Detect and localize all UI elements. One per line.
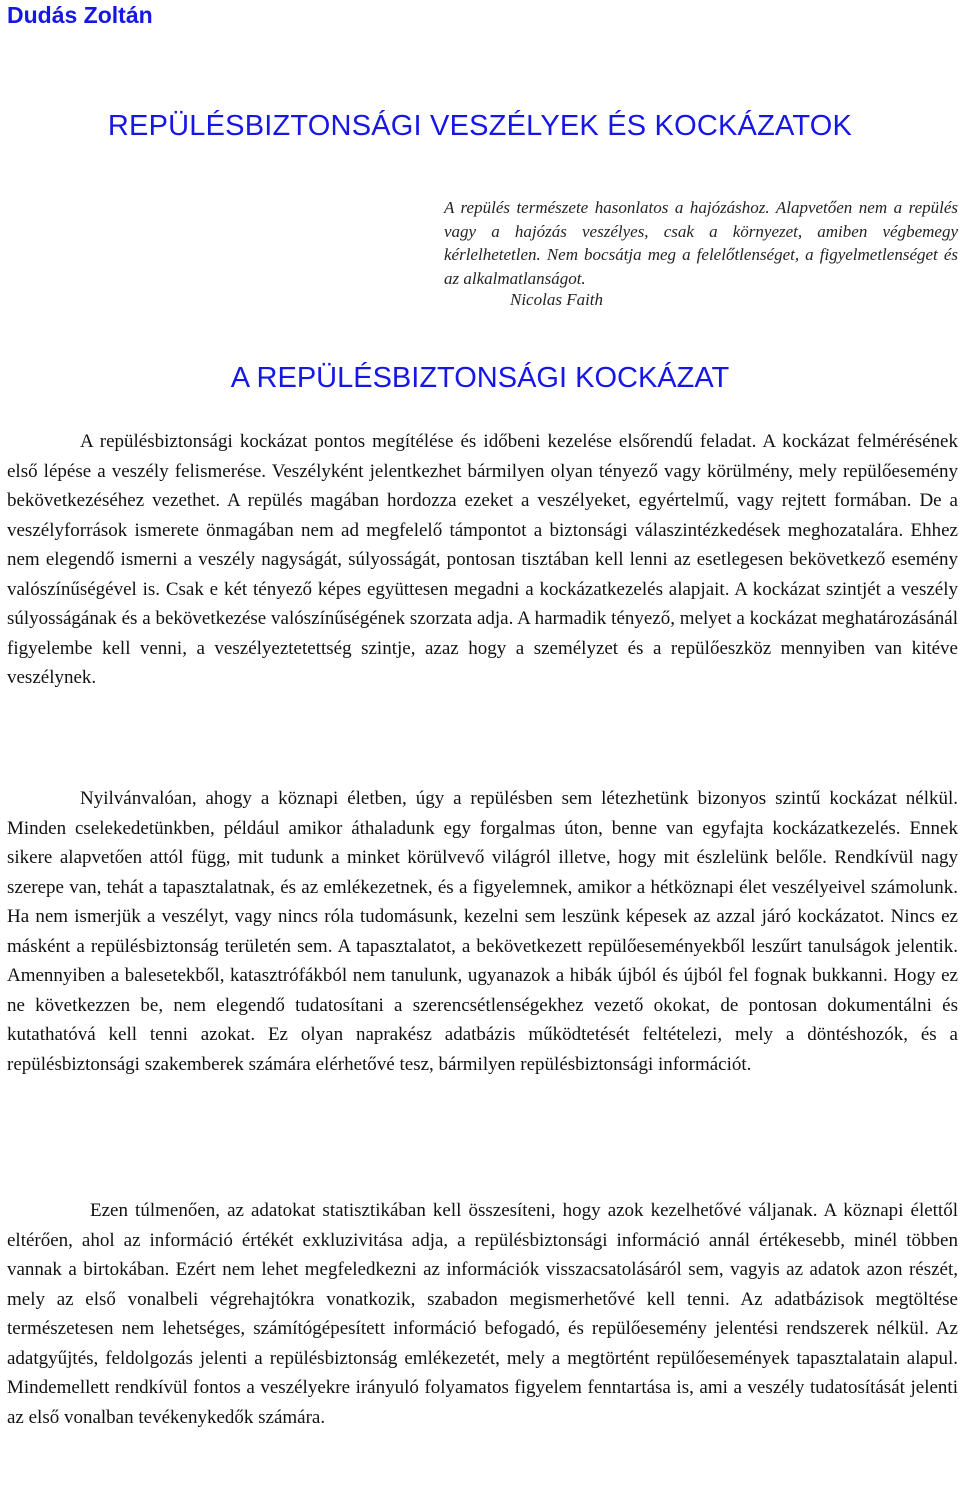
author-name: Dudás Zoltán: [7, 2, 153, 28]
document-title: REPÜLÉSBIZTONSÁGI VESZÉLYEK ÉS KOCKÁZATOK: [107, 110, 853, 142]
body-paragraph-1: A repülésbiztonsági kockázat pontos megítélése és időbeni kezelése elsőrendű feladat. A kockázat felmérésének első lépése a veszély felismerése. Veszélyként jelentkezhet bármilyen olyan tényező vagy körülmény, mely repülőesemény bekövetkezéséhez vezethet. A repülés magában hordozza ezeket a veszélyeket, egyértelmű, vagy rejtett formában. De a veszélyforrások ismerete önmagában nem ad megfelelő támpontot a biztonsági válaszintézkedések meghozatalára. Ehhez nem elegendő ismerni a veszély nagyságát, súlyosságát, pontosan tisztában kell lenni az esetlegesen bekövetkező esemény valószínűségével is. Csak e két tényező képes együttesen megadni a kockázatkezelés alapjait. A kockázat szintjét a veszély súlyosságának és a bekövetkezése valószínűségének szorzata adja. A harmadik tényező, melyet a kockázat meghatározásánál figyelembe kell venni, a veszélyeztetettség szintje, azaz hogy a személyzet és a repülőeszköz mennyiben van kitéve veszélynek.: [7, 431, 958, 688]
section-title: A REPÜLÉSBIZTONSÁGI KOCKÁZAT: [230, 362, 730, 394]
body-paragraph-3: Ezen túlmenően, az adatokat statisztikában kell összesíteni, hogy azok kezelhetővé váljanak. A köznapi élettől eltérően, ahol az információ értékét exkluzivitása adja, a repülésbiztonsági információ annál értékesebb, minél többen vannak a birtokában. Ezért nem lehet megfeledkezni az információk visszacsatolásáról sem, vagyis az adatok azon részét, mely az első vonalbeli végrehajtókra vonatkozik, szabadon megismerhetővé kell tenni. Az adatbázisok megtöltése természetesen nem lehetséges, számítógépesített információ befogadó, és repülőesemény jelentési rendszerek nélkül. Az adatgyűjtés, feldolgozás jelenti a repülésbiztonság emlékezetét, mely a megtörtént repülőesemények tapasztalatain alapul. Mindemellett rendkívül fontos a veszélyekre irányuló folyamatos figyelem fenntartása is, ami a veszély tudatosítását jelenti az első vonalban tevékenykedők számára.: [7, 1200, 958, 1428]
epigraph-quote: A repülés természete hasonlatos a hajózáshoz. Alapvetően nem a repülés vagy a hajózás veszélyes, csak a környezet, amiben végbemegy kérlelhetetlen. Nem bocsátja meg a felelőtlenséget, a figyelmetlenséget és az alkalmatlanságot.: [444, 198, 958, 288]
body-paragraph-2: Nyilvánvalóan, ahogy a köznapi életben, úgy a repülésben sem létezhetünk bizonyos szintű kockázat nélkül. Minden cselekedetünkben, például amikor áthaladunk egy forgalmas úton, benne van egyfajta kockázatkezelés. Ennek sikere alapvetően attól függ, mit tudunk a minket körülvevő világról illetve, hogy mit észlelünk belőle. Rendkívül nagy szerepe van, tehát a tapasztalatnak, és az emlékezetnek, és a figyelemnek, amikor a hétköznapi élet veszélyeivel számolunk. Ha nem ismerjük a veszélyt, vagy nincs róla tudomásunk, kezelni sem leszünk képesek az azzal járó kockázatot. Nincs ez másként a repülésbiztonság területén sem. A tapasztalatot, a bekövetkezett repülőeseményekből leszűrt tanulságok jelentik. Amennyiben a balesetekből, katasztrófákból nem tanulunk, ugyanazok a hibák újból és újból fel fognak bukkanni. Hogy ez ne következzen be, nem elegendő tudatosítani a szerencsétlenségekhez vezető okokat, de pontosan dokumentálni és kutathatóvá kell tenni azokat. Ez olyan naprakész adatbázis működtetését feltételezi, mely a döntéshozók, és a repülésbiztonsági szakemberek számára elérhetővé tesz, bármilyen repülésbiztonsági információt.: [7, 788, 958, 1075]
epigraph-author: Nicolas Faith: [510, 290, 604, 309]
